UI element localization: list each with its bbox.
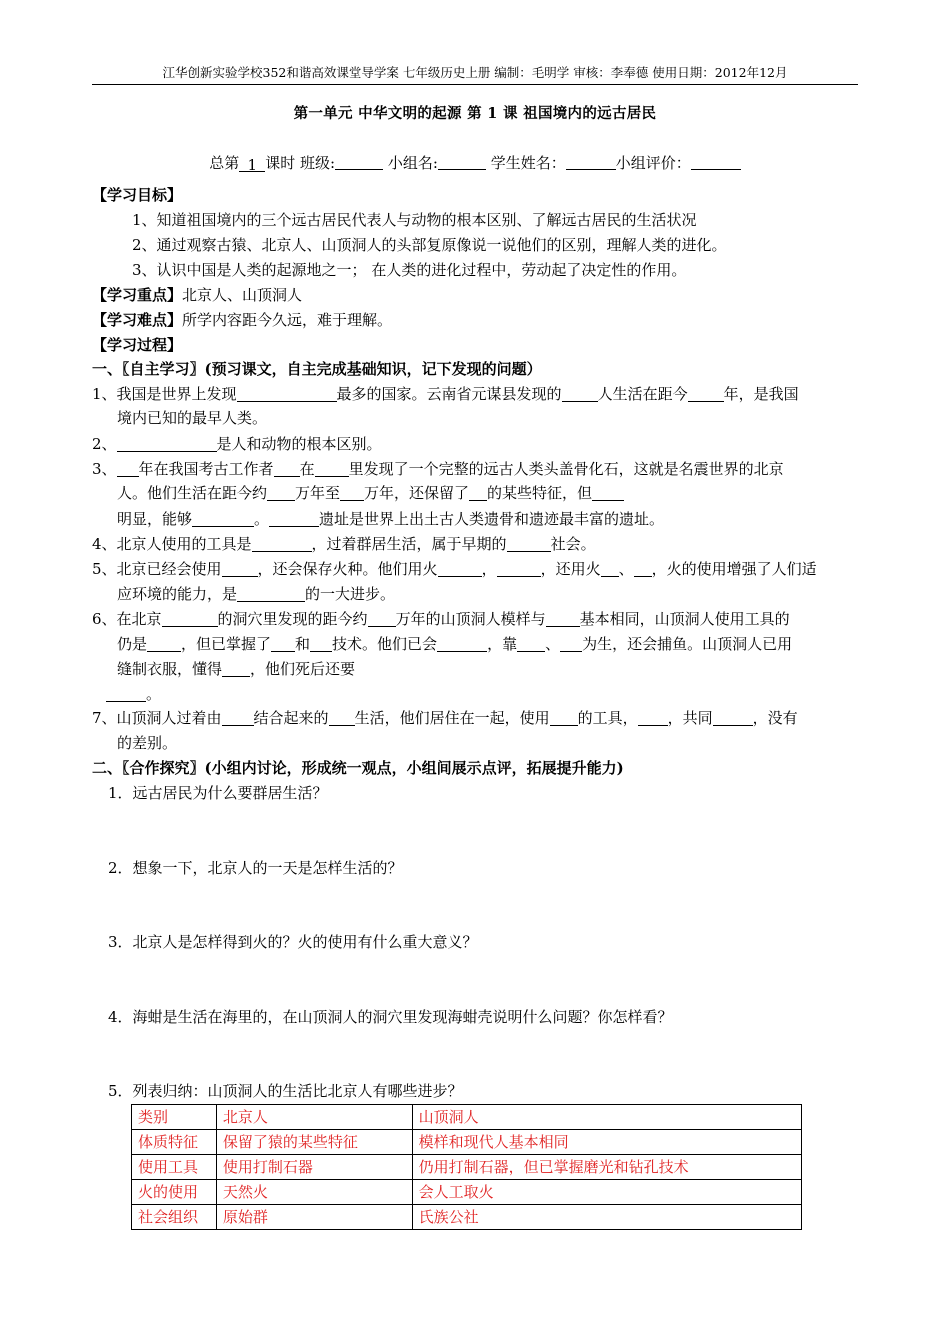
q4-text-a: 4、北京人使用的工具是 [92, 535, 252, 553]
q2-text-b: 是人和动物的根本区别。 [216, 435, 382, 453]
q6-text-g: 和 [295, 635, 311, 653]
q6-text-c: 万年的山顶洞人模样与 [395, 610, 546, 628]
key-points [92, 284, 302, 306]
q3-text-d: 里发现了一个完整的远古人类头盖骨化石，这就是名震世界的北京 [348, 460, 784, 478]
table-row [132, 1105, 802, 1130]
goal-item-1: 1、知道祖国境内的三个远古居民代表人与动物的根本区别、了解远古居民的生活状况 [132, 211, 697, 229]
q3-blank-2[interactable] [274, 461, 300, 477]
q3-blank-5[interactable] [340, 485, 364, 501]
q7-blank-1[interactable] [222, 710, 254, 726]
q7-text-e: ，共同 [667, 709, 713, 727]
q7-text-b: 结合起来的 [253, 709, 329, 727]
q4-blank-1[interactable] [252, 536, 312, 552]
q3-text-e: 人。他们生活在距今约 [117, 484, 268, 502]
q3-blank-7[interactable] [592, 485, 624, 501]
table-cell: 模样和现代人基本相同 [412, 1130, 801, 1155]
q5-blank-6[interactable] [237, 586, 305, 602]
q7-blank-2[interactable] [329, 710, 355, 726]
q7-blank-5[interactable] [713, 710, 753, 726]
table-cell: 原始群 [216, 1205, 412, 1230]
q5-text-d: ，还用火 [540, 560, 601, 578]
table-cell: 山顶洞人 [412, 1105, 801, 1130]
q5-text-a: 5、北京已经会使用 [92, 560, 222, 578]
q5-blank-5[interactable] [634, 561, 652, 577]
q6-text-k: 为生，还会捕鱼。山顶洞人已用 [582, 635, 793, 653]
table-cell: 北京人 [216, 1105, 412, 1130]
table-row [132, 1205, 802, 1230]
q3-line2 [117, 482, 624, 504]
table-cell: 类别 [132, 1105, 217, 1130]
q1-text-b: 最多的国家。云南省元谋县发现的 [336, 385, 562, 403]
section1-heading: 一、〖自主学习〗(预习课文，自主完成基础知识，记下发现的问题） [92, 360, 542, 378]
goal-item-3: 3、认识中国是人类的起源地之一； 在人类的进化过程中，劳动起了决定性的作用。 [132, 261, 687, 279]
q5-text-c: ， [481, 560, 497, 578]
q5-text-f: ，火的使用增强了人们适 [651, 560, 817, 578]
q4-blank-2[interactable] [507, 536, 551, 552]
q3-text-i: 明显，能够 [117, 510, 193, 528]
page-header: 江华创新实验学校352和谐高效课堂导学案 七年级历史上册 编制：毛明学 审核：李奉德 使用日期：2012年12月 [162, 65, 788, 80]
group-blank[interactable] [438, 154, 486, 170]
q6-blank-10[interactable] [222, 661, 250, 677]
q2-blank-1[interactable] [117, 436, 217, 452]
q4-text-b: ，过着群居生活，属于早期的 [311, 535, 507, 553]
discussion-q2: 2．想象一下，北京人的一天是怎样生活的？ [108, 859, 403, 877]
q6-text-h: 技术。他们已会 [332, 635, 438, 653]
difficulty-heading: 【学习难点】 [92, 311, 183, 329]
table-cell: 社会组织 [132, 1205, 217, 1230]
q6-blank-7[interactable] [437, 636, 487, 652]
header-divider [92, 84, 858, 85]
q7-text-c: 生活，他们居住在一起，使用 [354, 709, 550, 727]
q3-blank-6[interactable] [469, 485, 487, 501]
section2-heading: 二、〖合作探究〗(小组内讨论，形成统一观点，小组间展示点评，拓展提升能力) [92, 759, 624, 777]
table-cell: 体质特征 [132, 1130, 217, 1155]
q6-line2 [117, 633, 792, 655]
q3-line3 [117, 508, 664, 530]
q5-text-g: 应环境的能力，是 [117, 585, 238, 603]
q3-blank-8[interactable] [192, 511, 254, 527]
student-info-line [0, 152, 950, 173]
q3-blank-9[interactable] [269, 511, 319, 527]
table-row [132, 1155, 802, 1180]
q3-text-a: 3、 [92, 460, 117, 478]
q6-blank-5[interactable] [271, 636, 295, 652]
q5-blank-4[interactable] [601, 561, 619, 577]
lesson-number: 1 [239, 156, 265, 172]
q6-blank-2[interactable] [368, 611, 396, 627]
q2-text-a: 2、 [92, 435, 117, 453]
q6-text-d: 基本相同，山顶洞人使用工具的 [579, 610, 790, 628]
q6-blank-1[interactable] [162, 611, 218, 627]
q1-blank-1[interactable] [237, 386, 337, 402]
q1-blank-3[interactable] [688, 386, 724, 402]
q5-line1 [92, 558, 817, 580]
q5-line2 [117, 583, 395, 605]
q5-blank-2[interactable] [438, 561, 482, 577]
table-cell: 会人工取火 [412, 1180, 801, 1205]
q1-text-a: 1、我国是世界上发现 [92, 385, 237, 403]
q6-blank-11[interactable] [106, 686, 146, 702]
q6-blank-6[interactable] [310, 636, 332, 652]
q6-line3 [117, 658, 355, 680]
q7-text-f: ，没有 [752, 709, 798, 727]
key-heading: 【学习重点】 [92, 286, 183, 304]
q3-text-f: 万年至 [295, 484, 341, 502]
q6-text-i: ，靠 [487, 635, 518, 653]
q3-text-j: 。 [254, 510, 270, 528]
q3-text-c: 在 [299, 460, 315, 478]
meta-label-class: 课时 班级: [265, 154, 336, 172]
discussion-q3: 3．北京人是怎样得到火的？火的使用有什么重大意义？ [108, 933, 478, 951]
q6-text-a: 6、在北京 [92, 610, 162, 628]
q6-blank-9[interactable] [560, 636, 582, 652]
q2-line [92, 433, 382, 455]
q3-text-b: 年在我国考古工作者 [138, 460, 274, 478]
meta-label-group: 小组名: [383, 154, 438, 172]
q7-blank-4[interactable] [638, 710, 668, 726]
q1-line1 [92, 383, 799, 405]
q6-text-j: 、 [545, 635, 561, 653]
q4-text-c: 社会。 [550, 535, 596, 553]
goals-heading: 【学习目标】 [92, 186, 183, 204]
discussion-q5: 5．列表归纳：山顶洞人的生活比北京人有哪些进步？ [108, 1082, 463, 1100]
student-name-blank[interactable] [566, 154, 616, 170]
table-cell: 使用打制石器 [216, 1155, 412, 1180]
q3-blank-4[interactable] [267, 485, 295, 501]
q7-line2: 的差别。 [117, 734, 178, 752]
q3-text-k: 遗址是世界上出土古人类遗骨和遗迹最丰富的遗址。 [319, 510, 665, 528]
q6-blank-8[interactable] [517, 636, 545, 652]
q4-line [92, 533, 596, 555]
q7-blank-3[interactable] [550, 710, 578, 726]
meta-label-student: 学生姓名： [485, 154, 566, 172]
q1-text-c: 人生活在距今 [597, 385, 688, 403]
table-cell: 天然火 [216, 1180, 412, 1205]
q5-blank-1[interactable] [222, 561, 258, 577]
q1-line2: 境内已知的最早人类。 [117, 409, 268, 427]
q5-text-h: 的一大进步。 [305, 585, 396, 603]
table-row [132, 1180, 802, 1205]
discussion-q4: 4．海蚶是生活在海里的，在山顶洞人的洞穴里发现海蚶壳说明什么问题？你怎样看？ [108, 1008, 673, 1026]
q6-blank-3[interactable] [546, 611, 580, 627]
q3-blank-3[interactable] [315, 461, 349, 477]
process-heading: 【学习过程】 [92, 336, 183, 354]
q6-text-b: 的洞穴里发现的距今约 [217, 610, 368, 628]
table-cell: 氏族公社 [412, 1205, 801, 1230]
discussion-q1: 1．远古居民为什么要群居生活？ [108, 784, 328, 802]
comparison-table [131, 1104, 802, 1230]
meta-label-total: 总第 [209, 154, 240, 172]
q6-blank-4[interactable] [147, 636, 181, 652]
q7-text-a: 7、山顶洞人过着由 [92, 709, 222, 727]
goal-item-2: 2、通过观察古猿、北京人、山顶洞人的头部复原像说一说他们的区别，理解人类的进化。 [132, 236, 727, 254]
difficulty-points [92, 309, 392, 331]
q6-text-n: 。 [146, 685, 162, 703]
rating-blank[interactable] [691, 154, 741, 170]
q6-text-e: 仍是 [117, 635, 148, 653]
q5-text-e: 、 [618, 560, 634, 578]
meta-label-rating: 小组评价： [615, 154, 691, 172]
table-row [132, 1130, 802, 1155]
q6-text-l: 缝制衣服，懂得 [117, 660, 223, 678]
key-text: 北京人、山顶洞人 [182, 286, 303, 304]
q6-text-f: ，但已掌握了 [181, 635, 272, 653]
lesson-title: 第一单元 中华文明的起源 第 1 课 祖国境内的远古居民 [293, 105, 657, 122]
table-cell: 仍用打制石器，但已掌握磨光和钻孔技术 [412, 1155, 801, 1180]
class-blank[interactable] [335, 154, 383, 170]
q6-line1 [92, 608, 790, 630]
q3-line1 [92, 458, 784, 480]
q1-text-d: 年，是我国 [723, 385, 799, 403]
q3-text-h: 的某些特征，但 [487, 484, 593, 502]
difficulty-text: 所学内容距今久远，难于理解。 [182, 311, 393, 329]
q5-text-b: ，还会保存火种。他们用火 [257, 560, 438, 578]
q3-text-g: 万年，还保留了 [364, 484, 470, 502]
q3-blank-1[interactable] [117, 461, 139, 477]
q7-text-d: 的工具， [577, 709, 638, 727]
q6-line4 [106, 683, 161, 705]
q5-blank-3[interactable] [497, 561, 541, 577]
table-cell: 使用工具 [132, 1155, 217, 1180]
q1-blank-2[interactable] [562, 386, 598, 402]
q6-text-m: ，他们死后还要 [250, 660, 356, 678]
table-cell: 火的使用 [132, 1180, 217, 1205]
table-cell: 保留了猿的某些特征 [216, 1130, 412, 1155]
q7-line1 [92, 707, 798, 729]
